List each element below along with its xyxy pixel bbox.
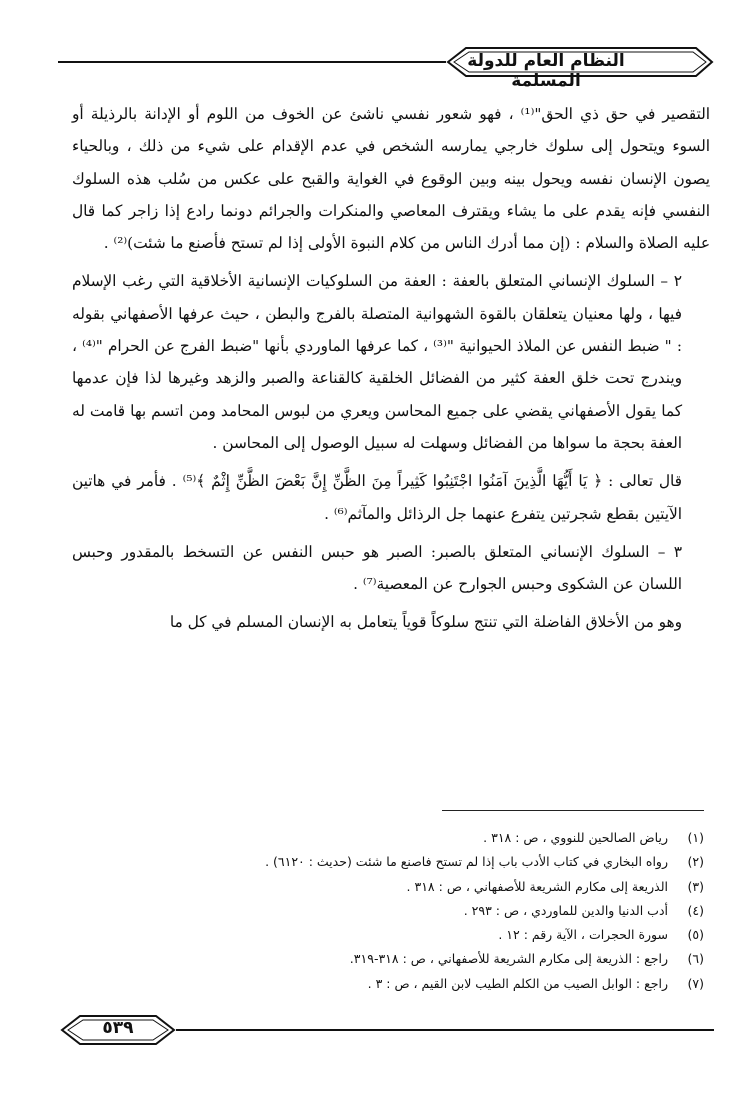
footnote xyxy=(64,899,704,923)
footnote-number: (٢) xyxy=(687,854,704,870)
footnote-number: (٧) xyxy=(687,975,704,991)
paragraph-patience: ٣ – السلوك الإنساني المتعلق بالصبر: الصبر هو حبس النفس عن التسخط بالمقدور وحبس اللسان عن الشكوى وحبس الجوارح عن المعصية⁽⁷⁾ . xyxy=(72,542,682,594)
footnote xyxy=(64,875,704,899)
footnotes xyxy=(64,826,704,996)
footnote-number: (٥) xyxy=(687,927,704,943)
page-number: ٥٣٩ xyxy=(102,1018,134,1038)
footnote xyxy=(64,972,704,996)
paragraph-1: التقصير في حق ذي الحق"⁽¹⁾ ، فهو شعور نفسي ناشئ عن الخوف من اللوم أو الإدانة بالرذيلة أو السوء ويتحول إلى سلوك خارجي يمارسه الشخص في عدم الإقدام على شيء من ذلك ، وبالحياء يصون الإنسان نفسه ويحول بينه وبين الوقوع في الغواية والقبح على عكس من سُلب هذه السلوك النفسي فإنه يقدم على ما يشاء ويقترف المعاصي والمنكرات والجرائم دونما رادع إذا زاجر كما قال عليه الصلاة والسلام : (إن مما أدرك الناس من كلام النبوة الأولى إذا لم تستح فأصنع ما شئت)⁽²⁾ . xyxy=(72,105,710,253)
footnote xyxy=(64,826,704,850)
page-header xyxy=(56,44,716,91)
footnote-separator xyxy=(442,810,704,811)
footnote-text: راجع : الوابل الصيب من الكلم الطيب لابن القيم ، ص : ٣ . xyxy=(367,975,668,991)
footnote-text: راجع : الذريعة إلى مكارم الشريعة للأصفهاني ، ص : ٣١٨-٣١٩. xyxy=(349,951,668,967)
footnote-text: رواه البخاري في كتاب الأدب باب إذا لم تستح فاصنع ما شئت (حديث : ٦١٢٠) . xyxy=(265,854,668,870)
footnote xyxy=(64,850,704,874)
footnote-number: (٣) xyxy=(687,878,704,894)
footnote-number: (١) xyxy=(687,830,704,845)
footnote xyxy=(64,947,704,971)
footnote-text: رياض الصالحين للنووي ، ص : ٣١٨ . xyxy=(483,830,668,845)
footnote-text: الذريعة إلى مكارم الشريعة للأصفهاني ، ص : ٣١٨ . xyxy=(406,878,668,894)
page-footer xyxy=(56,1010,716,1050)
paragraph-chastity: ٢ – السلوك الإنساني المتعلق بالعفة : العفة من السلوكيات الإنسانية الأخلاقية التي رغب الإسلام فيها ، ولها معنيان يتعلقان بالقوة الشهوانية المتصلة بالفرج والبطن ، حيث عرفها الأصفهاني بقوله : " ضبط النفس عن الملاذ الحيوانية "⁽³⁾ ، كما عرفها الماوردي بأنها "ضبط الفرج عن الحرام "⁽⁴⁾ ، ويندرج تحت خلق العفة كثير من الفضائل الخلقية كالقناعة والصبر والزهد وغيرها لذا فإن عدمها كما يقول الأصفهاني يقضي على جميع المحاسن ويعري من لبوس المحامد ومن اتسم بها قامت له العفة بحجة ما سواها من الفضائل وسهلت له سبيل الوصول إلى المحاسن . xyxy=(72,272,682,452)
paragraph-quran-verse: قال تعالى : ﴿ يَا أَيُّهَا الَّذِينَ آمَنُوا اجْتَنِبُوا كَثِيراً مِنَ الظَّنِّ إِنَّ بَعْضَ الظَّنِّ إِثْمٌ ﴾⁽⁵⁾ . فأمر في هاتين الآيتين بقطع شجرتين يتفرع عنهما جل الرذائل والمآثم⁽⁶⁾ . xyxy=(72,472,682,523)
running-title: النظام العام للدولة المسلمة xyxy=(467,51,625,91)
footnote-number: (٤) xyxy=(687,902,704,918)
footnote-text: سورة الحجرات ، الآية رقم : ١٢ . xyxy=(498,927,668,943)
main-text xyxy=(72,98,710,639)
footnote xyxy=(64,923,704,947)
footnote-text: أدب الدنيا والدين للماوردي ، ص : ٢٩٣ . xyxy=(463,902,668,918)
paragraph-last: وهو من الأخلاق الفاضلة التي تنتج سلوكاً قوياً يتعامل به الإنسان المسلم في كل ما xyxy=(169,613,682,632)
footnote-number: (٦) xyxy=(687,951,704,967)
